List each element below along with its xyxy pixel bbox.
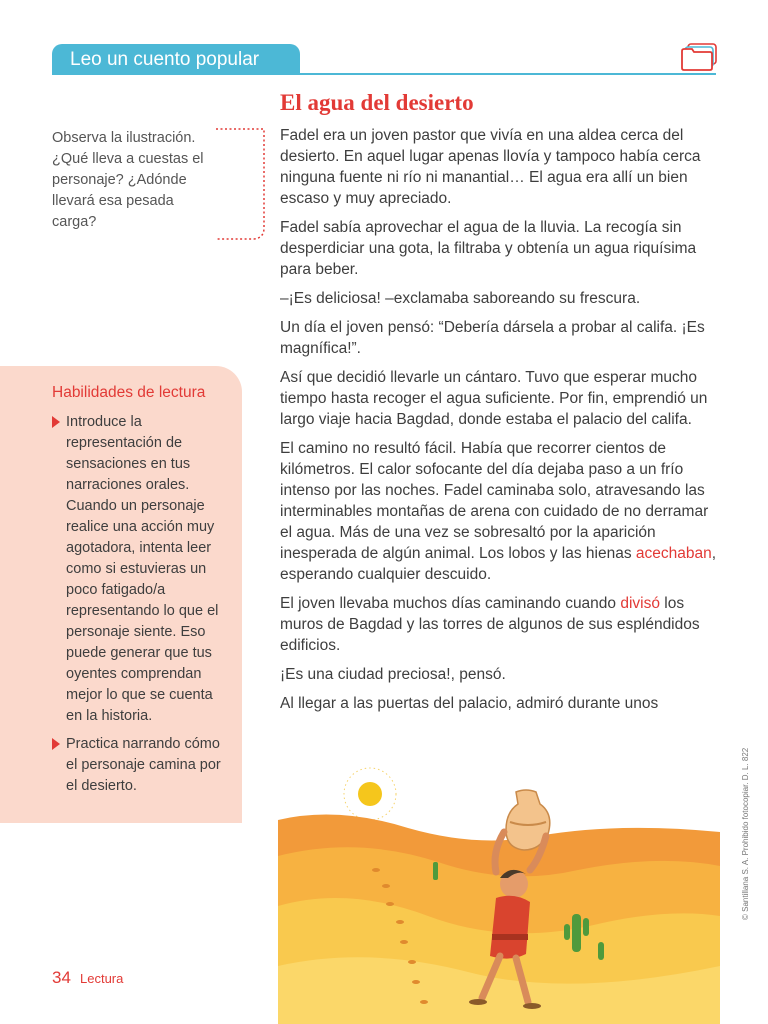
page-number: 34 xyxy=(52,968,71,987)
folder-icon xyxy=(680,42,718,72)
vocabulary-word: acechaban xyxy=(635,545,712,562)
reading-question: Observa la ilustración. ¿Qué lleva a cuestas el personaje? ¿Adónde llevará esa pesada carga? xyxy=(52,130,204,230)
vocabulary-word: divisó xyxy=(620,595,660,612)
story-paragraph: Fadel era un joven pastor que vivía en una aldea cerca del desierto. En aquel lugar apenas llovía y tampoco había cerca ninguna fuente ni río ni manantial… El agua era allí un bien escaso y muy apreciado. xyxy=(280,127,701,207)
sun-icon xyxy=(344,768,396,820)
story-paragraph: Al llegar a las puertas del palacio, admiró durante unos xyxy=(280,695,659,712)
copyright-notice: © Santillana S. A. Prohibido fotocopiar. D. L. 822 xyxy=(741,747,750,920)
triangle-bullet-icon xyxy=(52,738,60,750)
story-paragraph: –¡Es deliciosa! –exclamaba saboreando su frescura. xyxy=(280,290,641,307)
story-paragraph: Un día el joven pensó: “Debería dársela a probar al califa. ¡Es magnífica!”. xyxy=(280,319,705,357)
story-paragraph: ¡Es una ciudad preciosa!, pensó. xyxy=(280,666,506,683)
dotted-bracket xyxy=(216,128,266,240)
story-paragraph: El joven llevaba muchos días caminando cuando divisó los muros de Bagdad y las torres de algunos de sus espléndidos edificios. xyxy=(280,595,700,654)
section-title-tab xyxy=(52,44,300,75)
desert-illustration xyxy=(278,766,720,1024)
story-paragraph: Fadel sabía aprovechar el agua de la lluvia. La recogía sin desperdiciar una gota, la filtraba y obtenía un agua riquísima para beber. xyxy=(280,219,697,278)
skill-item xyxy=(52,412,230,727)
section-title: Leo un cuento popular xyxy=(70,49,260,70)
skill-text: Practica narrando cómo el personaje camina por el desierto. xyxy=(66,736,221,794)
skill-item xyxy=(52,734,230,797)
skill-text: Introduce la representación de sensaciones en tus narraciones orales. Cuando un personaje realice una acción muy agotadora, intenta leer como si estuvieras un poco fatigado/a representando lo que el personaje siente. Eso puede generar que tus oyentes comprendan mejor lo que se cuenta en la historia. xyxy=(66,414,219,724)
skills-list xyxy=(52,412,230,804)
story-body xyxy=(280,125,720,722)
story-paragraph: Así que decidió llevarle un cántaro. Tuvo que esperar mucho tiempo hasta recoger el agua suficiente. Por fin, emprendió un largo viaje hacia Bagdad, donde estaba el palacio del califa. xyxy=(280,369,708,428)
triangle-bullet-icon xyxy=(52,416,60,428)
header-rule xyxy=(52,73,716,75)
footer-section-label: Lectura xyxy=(80,971,124,986)
skills-title: Habilidades de lectura xyxy=(52,384,206,401)
story-title: El agua del desierto xyxy=(280,90,474,115)
story-paragraph: El camino no resultó fácil. Había que recorrer cientos de kilómetros. El calor sofocante del día dejaba paso a un frío intenso por las noches. Fadel caminaba solo, atravesando las interminables montañas de arena con cuidado de no derramar el agua. Más de una vez se sobresaltó por la aparición inesperada de algún animal. Los lobos y las hienas acechaban, esperando cualquier descuido. xyxy=(280,440,717,583)
